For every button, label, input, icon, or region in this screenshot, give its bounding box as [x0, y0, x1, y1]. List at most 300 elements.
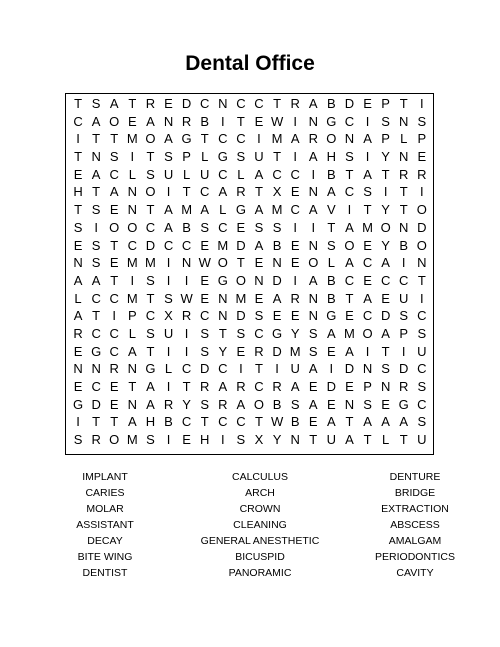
grid-letter: P	[182, 149, 191, 165]
grid-letter: T	[417, 272, 426, 288]
grid-letter: B	[327, 166, 336, 182]
grid-letter: O	[380, 219, 391, 235]
grid-letter: Y	[381, 237, 390, 253]
puzzle-title: Dental Office	[185, 52, 315, 75]
grid-letter: N	[308, 308, 318, 324]
grid-letter: R	[181, 308, 192, 324]
grid-letter: A	[146, 396, 155, 412]
grid-letter: G	[145, 361, 156, 377]
grid-letter: R	[254, 343, 264, 359]
grid-row	[69, 183, 431, 201]
grid-letter: G	[326, 308, 337, 324]
grid-letter: E	[182, 432, 191, 448]
grid-letter: N	[91, 361, 101, 377]
word-list-item: MOLAR	[86, 503, 124, 515]
grid-letter: T	[363, 202, 372, 218]
grid-letter: R	[308, 131, 318, 147]
grid-letter: T	[74, 202, 83, 218]
grid-letter: T	[200, 131, 209, 147]
grid-letter: P	[363, 379, 372, 394]
grid-letter: T	[146, 290, 155, 306]
grid-letter: S	[345, 149, 354, 165]
grid-row	[69, 413, 431, 431]
grid-letter: A	[109, 184, 119, 200]
grid-letter: C	[380, 272, 391, 288]
grid-letter: C	[254, 325, 264, 341]
grid-row	[69, 431, 431, 449]
grid-letter: S	[91, 202, 101, 218]
grid-letter: I	[166, 343, 171, 359]
grid-row	[69, 307, 431, 325]
grid-letter: L	[219, 202, 227, 218]
grid-letter: I	[220, 432, 225, 448]
grid-letter: X	[164, 308, 173, 324]
grid-row	[69, 95, 431, 113]
grid-letter: C	[254, 379, 264, 394]
grid-letter: E	[200, 290, 210, 306]
grid-letter: O	[253, 396, 265, 412]
grid-letter: E	[363, 96, 372, 111]
grid-letter: T	[182, 184, 191, 200]
grid-letter: Y	[381, 149, 390, 165]
grid-letter: O	[416, 237, 427, 253]
grid-letter: U	[417, 343, 427, 359]
grid-letter: A	[381, 414, 390, 430]
grid-letter: A	[399, 414, 409, 430]
grid-letter: L	[128, 166, 136, 182]
word-list	[0, 469, 500, 581]
grid-letter: I	[311, 166, 316, 182]
grid-letter: L	[182, 166, 191, 182]
word-list-row	[0, 469, 500, 485]
grid-letter: C	[91, 290, 101, 306]
grid-letter: N	[127, 202, 138, 218]
grid-letter: S	[73, 432, 83, 448]
grid-letter: R	[399, 166, 409, 182]
grid-letter: S	[417, 379, 427, 394]
grid-row	[69, 290, 431, 308]
grid-letter: C	[417, 361, 427, 377]
grid-letter: I	[257, 131, 261, 147]
grid-letter: B	[327, 96, 336, 111]
word-list-item: ABSCESS	[390, 519, 440, 531]
grid-letter: A	[381, 325, 390, 341]
grid-letter: O	[127, 219, 138, 235]
grid-letter: I	[184, 343, 189, 359]
grid-letter: I	[76, 131, 80, 147]
grid-letter: I	[239, 361, 243, 377]
grid-letter: E	[200, 237, 210, 253]
grid-letter: N	[218, 290, 228, 306]
grid-letter: D	[236, 237, 246, 253]
grid-letter: S	[200, 396, 210, 412]
grid-letter: G	[91, 343, 102, 359]
grid-letter: T	[345, 290, 354, 306]
grid-letter: H	[200, 432, 210, 448]
grid-letter: R	[145, 96, 156, 111]
grid-letter: D	[236, 308, 246, 324]
grid-letter: C	[344, 184, 355, 200]
grid-letter: C	[73, 113, 83, 129]
grid-letter: T	[110, 272, 119, 288]
grid-letter: T	[128, 96, 137, 111]
grid-letter: L	[201, 149, 209, 165]
grid-row	[69, 201, 431, 219]
grid-letter: I	[420, 96, 424, 111]
grid-letter: A	[127, 343, 137, 359]
grid-letter: N	[181, 255, 192, 271]
grid-letter: N	[272, 255, 282, 271]
grid-letter: W	[198, 255, 211, 271]
grid-letter: T	[110, 414, 119, 430]
grid-letter: B	[290, 414, 300, 430]
grid-letter: O	[109, 432, 120, 448]
grid-letter: W	[270, 113, 284, 129]
word-list-item: BITE WING	[77, 551, 133, 563]
grid-letter: A	[91, 113, 101, 129]
word-list-item: PANORAMIC	[228, 567, 292, 579]
grid-letter: O	[308, 255, 319, 271]
grid-letter: S	[417, 113, 427, 129]
grid-letter: R	[163, 396, 174, 412]
word-list-item: CALCULUS	[231, 471, 289, 483]
grid-letter: A	[146, 113, 155, 129]
grid-letter: G	[217, 149, 228, 165]
grid-letter: I	[293, 272, 297, 288]
grid-letter: T	[255, 361, 263, 377]
grid-letter: A	[73, 272, 83, 288]
grid-letter: C	[145, 308, 156, 324]
grid-letter: C	[218, 414, 228, 430]
grid-row	[69, 113, 431, 131]
grid-letter: N	[163, 113, 174, 129]
grid-letter: E	[164, 96, 173, 111]
grid-letter: A	[363, 414, 372, 430]
grid-letter: R	[181, 113, 192, 129]
grid-letter: A	[363, 290, 372, 306]
grid-letter: E	[308, 379, 318, 394]
grid-letter: R	[290, 96, 300, 111]
word-list-row	[0, 501, 500, 517]
grid-letter: U	[326, 432, 337, 448]
grid-letter: U	[254, 149, 264, 165]
grid-letter: R	[290, 290, 300, 306]
grid-letter: L	[128, 325, 136, 341]
grid-letter: O	[344, 237, 355, 253]
grid-letter: S	[146, 166, 155, 182]
grid-letter: M	[235, 290, 247, 306]
grid-letter: N	[308, 237, 318, 253]
grid-letter: C	[91, 379, 101, 394]
grid-letter: E	[345, 379, 354, 394]
grid-letter: A	[327, 325, 336, 341]
grid-letter: M	[126, 432, 138, 448]
grid-letter: G	[181, 131, 192, 147]
grid-letter: N	[127, 361, 138, 377]
grid-letter: A	[308, 396, 318, 412]
grid-letter: M	[289, 343, 301, 359]
grid-letter: S	[164, 149, 173, 165]
grid-letter: E	[73, 343, 83, 359]
letter-grid	[69, 95, 431, 449]
grid-letter: T	[399, 432, 408, 448]
grid-letter: U	[417, 432, 427, 448]
grid-letter: R	[109, 361, 119, 377]
grid-letter: E	[236, 343, 246, 359]
grid-letter: S	[381, 361, 390, 377]
grid-letter: I	[420, 290, 424, 306]
grid-letter: T	[74, 96, 83, 111]
grid-letter: A	[308, 96, 318, 111]
grid-letter: T	[399, 184, 408, 200]
grid-letter: R	[417, 166, 427, 182]
grid-letter: R	[236, 379, 246, 394]
grid-letter: I	[365, 343, 370, 359]
grid-letter: A	[363, 166, 372, 182]
grid-letter: L	[237, 166, 245, 182]
grid-letter: X	[254, 432, 264, 448]
grid-letter: P	[381, 131, 390, 147]
grid-letter: S	[308, 343, 318, 359]
grid-letter: I	[130, 149, 135, 165]
grid-letter: B	[399, 237, 409, 253]
grid-letter: A	[254, 166, 264, 182]
grid-letter: A	[290, 379, 300, 394]
grid-letter: I	[293, 113, 297, 129]
grid-letter: C	[236, 414, 246, 430]
grid-letter: C	[290, 166, 300, 182]
grid-letter: R	[73, 325, 83, 341]
grid-letter: I	[166, 255, 171, 271]
word-list-row	[0, 533, 500, 549]
grid-letter: P	[127, 308, 137, 324]
grid-letter: W	[180, 290, 193, 306]
grid-letter: G	[398, 396, 409, 412]
grid-letter: E	[290, 184, 300, 200]
grid-letter: C	[109, 325, 119, 341]
grid-letter: S	[164, 290, 173, 306]
grid-letter: A	[345, 343, 354, 359]
grid-letter: B	[327, 272, 336, 288]
grid-letter: H	[73, 184, 83, 200]
grid-letter: T	[363, 432, 372, 448]
grid-letter: D	[91, 396, 101, 412]
grid-letter: I	[220, 113, 225, 129]
grid-letter: W	[270, 414, 284, 430]
grid-row	[69, 325, 431, 343]
grid-letter: G	[217, 272, 228, 288]
grid-letter: A	[164, 202, 173, 218]
grid-letter: C	[399, 272, 409, 288]
grid-letter: E	[254, 290, 264, 306]
grid-letter: O	[145, 131, 156, 147]
grid-letter: S	[200, 343, 210, 359]
grid-letter: A	[308, 149, 318, 165]
grid-letter: A	[345, 255, 354, 271]
grid-letter: C	[109, 166, 119, 182]
grid-letter: E	[363, 272, 372, 288]
grid-letter: I	[166, 272, 171, 288]
grid-row	[69, 378, 431, 396]
grid-letter: N	[380, 379, 391, 394]
grid-letter: D	[326, 379, 337, 394]
grid-letter: D	[200, 361, 210, 377]
grid-letter: S	[91, 255, 101, 271]
grid-letter: D	[399, 361, 409, 377]
grid-letter: S	[200, 219, 210, 235]
grid-letter: C	[127, 237, 138, 253]
grid-letter: S	[290, 396, 300, 412]
grid-letter: T	[92, 131, 101, 147]
grid-letter: A	[327, 414, 336, 430]
grid-letter: C	[254, 96, 264, 111]
grid-letter: S	[254, 219, 264, 235]
word-list-item: CARIES	[85, 487, 125, 499]
grid-letter: E	[109, 202, 119, 218]
grid-letter: N	[127, 184, 138, 200]
grid-letter: V	[327, 202, 336, 218]
grid-row	[69, 219, 431, 237]
grid-letter: E	[381, 396, 390, 412]
grid-row	[69, 343, 431, 361]
grid-letter: N	[73, 255, 83, 271]
word-list-item: BICUSPID	[235, 551, 285, 563]
grid-letter: E	[73, 379, 83, 394]
grid-letter: S	[327, 237, 336, 253]
grid-letter: A	[127, 414, 137, 430]
grid-letter: S	[236, 149, 246, 165]
grid-letter: I	[184, 325, 189, 341]
grid-letter: I	[166, 432, 171, 448]
grid-letter: A	[254, 202, 264, 218]
grid-letter: C	[362, 308, 373, 324]
grid-letter: N	[417, 255, 427, 271]
grid-letter: T	[399, 96, 408, 111]
grid-letter: C	[181, 414, 192, 430]
grid-letter: A	[146, 379, 155, 394]
grid-letter: T	[273, 149, 282, 165]
grid-letter: T	[182, 379, 191, 394]
grid-letter: I	[184, 272, 189, 288]
grid-letter: R	[272, 379, 282, 394]
grid-letter: T	[309, 432, 318, 448]
grid-letter: S	[381, 113, 390, 129]
grid-letter: T	[381, 166, 390, 182]
grid-letter: C	[272, 166, 282, 182]
grid-row	[69, 148, 431, 166]
grid-letter: Y	[290, 325, 300, 341]
grid-letter: N	[308, 184, 318, 200]
word-list-item: BRIDGE	[394, 487, 436, 499]
grid-letter: G	[72, 396, 84, 412]
grid-letter: H	[145, 414, 156, 430]
grid-letter: I	[420, 184, 424, 200]
grid-letter: C	[218, 131, 228, 147]
grid-letter: U	[163, 325, 174, 341]
grid-letter: A	[345, 432, 354, 448]
grid-letter: T	[110, 237, 119, 253]
word-list-item: IMPLANT	[82, 471, 128, 483]
word-list-item: CAVITY	[396, 567, 434, 579]
grid-letter: T	[399, 202, 408, 218]
grid-letter: C	[181, 237, 192, 253]
grid-letter: C	[200, 308, 210, 324]
grid-letter: O	[217, 255, 228, 271]
grid-letter: N	[308, 290, 318, 306]
grid-letter: S	[109, 149, 119, 165]
grid-letter: C	[109, 290, 119, 306]
grid-letter: S	[91, 237, 101, 253]
grid-letter: N	[73, 361, 83, 377]
grid-letter: T	[345, 414, 354, 430]
grid-letter: T	[146, 343, 155, 359]
grid-letter: E	[363, 237, 372, 253]
grid-letter: E	[109, 396, 119, 412]
grid-letter: C	[109, 343, 119, 359]
grid-letter: U	[290, 361, 300, 377]
word-list-row	[0, 549, 500, 565]
grid-letter: P	[399, 325, 409, 341]
grid-letter: I	[275, 361, 279, 377]
grid-letter: G	[326, 113, 337, 129]
grid-letter: S	[146, 272, 155, 288]
grid-row	[69, 166, 431, 184]
grid-letter: E	[308, 414, 318, 430]
grid-letter: A	[109, 96, 119, 111]
grid-letter: Y	[182, 396, 191, 412]
grid-letter: A	[200, 202, 210, 218]
grid-letter: E	[327, 343, 336, 359]
grid-letter: A	[91, 272, 101, 288]
grid-letter: R	[91, 432, 101, 448]
grid-letter: N	[399, 113, 409, 129]
grid-letter: E	[272, 308, 282, 324]
grid-letter: A	[91, 166, 101, 182]
grid-letter: N	[344, 131, 355, 147]
grid-letter: O	[326, 131, 337, 147]
grid-letter: A	[363, 131, 372, 147]
grid-letter: D	[344, 96, 355, 111]
grid-letter: I	[166, 184, 171, 200]
grid-letter: L	[164, 361, 173, 377]
grid-letter: S	[308, 325, 318, 341]
grid-letter: D	[272, 272, 282, 288]
grid-letter: N	[362, 361, 373, 377]
grid-letter: I	[365, 149, 370, 165]
grid-letter: E	[345, 308, 354, 324]
grid-letter: C	[344, 272, 355, 288]
grid-letter: Y	[218, 343, 228, 359]
grid-letter: D	[145, 237, 156, 253]
grid-letter: O	[235, 272, 246, 288]
grid-letter: I	[293, 219, 297, 235]
word-list-item: CROWN	[239, 503, 281, 515]
grid-letter: E	[254, 255, 264, 271]
grid-letter: T	[327, 219, 336, 235]
grid-letter: I	[76, 414, 80, 430]
grid-letter: L	[400, 131, 408, 147]
grid-letter: Y	[272, 432, 282, 448]
grid-letter: E	[73, 166, 83, 182]
grid-letter: I	[365, 113, 370, 129]
grid-letter: I	[293, 149, 297, 165]
grid-letter: S	[236, 432, 246, 448]
grid-letter: C	[236, 96, 246, 111]
grid-letter: L	[327, 255, 335, 271]
grid-letter: E	[381, 290, 390, 306]
grid-letter: Y	[381, 202, 390, 218]
grid-letter: N	[254, 272, 264, 288]
